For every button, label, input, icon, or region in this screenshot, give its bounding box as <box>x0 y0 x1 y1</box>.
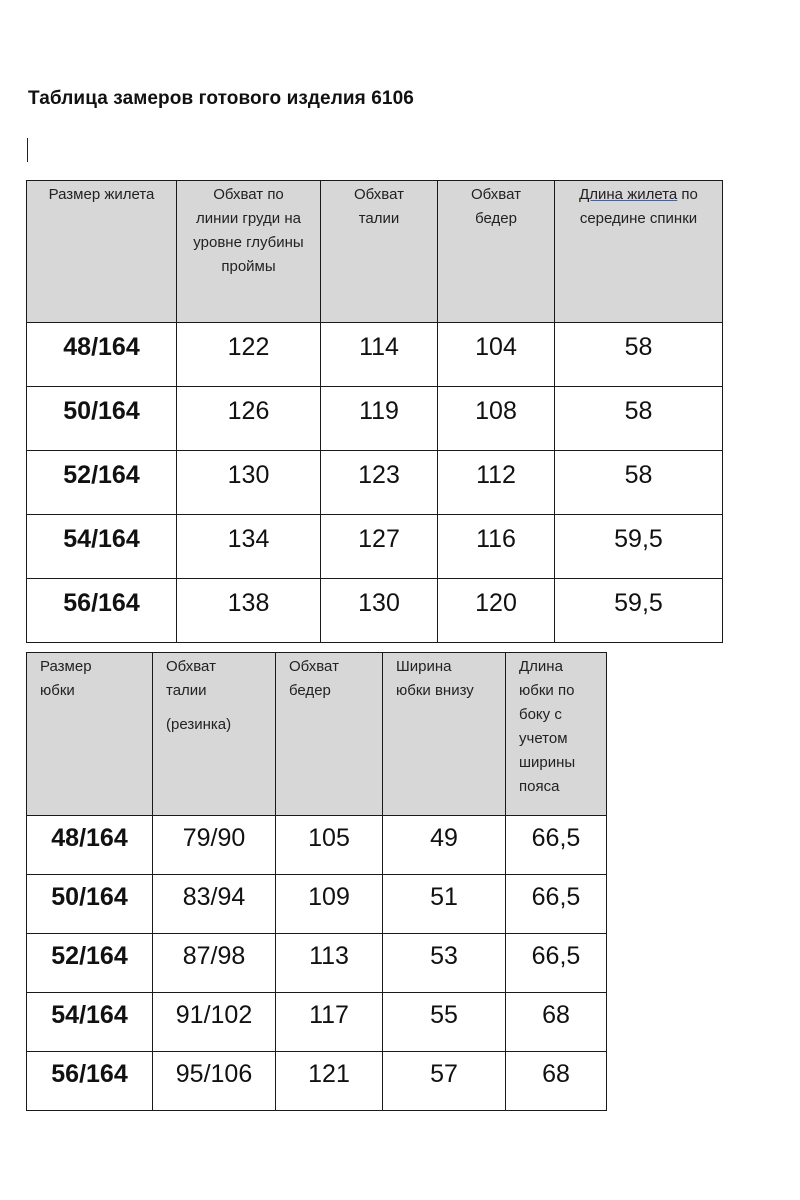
vest-chest-cell: 130 <box>177 451 321 515</box>
table-row <box>27 515 723 579</box>
vest-hips-cell: 104 <box>438 323 555 387</box>
skirt-header-hips: Обхват бедер <box>276 653 383 816</box>
skirt-waist-cell: 95/106 <box>153 1052 276 1111</box>
skirt-header-hem-width: Ширина юбки внизу <box>383 653 506 816</box>
skirt-hips-cell: 105 <box>276 816 383 875</box>
page-title: Таблица замеров готового изделия 6106 <box>28 88 414 109</box>
vest-header-length-underlined: Длина жилета <box>579 186 678 203</box>
vest-chest-cell: 122 <box>177 323 321 387</box>
vest-hips-cell: 116 <box>438 515 555 579</box>
skirt-length-cell: 66,5 <box>506 934 607 993</box>
vest-waist-cell: 123 <box>321 451 438 515</box>
skirt-hem-width-cell: 53 <box>383 934 506 993</box>
vest-length-cell: 58 <box>555 451 723 515</box>
vest-header-size: Размер жилета <box>27 181 177 323</box>
skirt-hem-width-cell: 49 <box>383 816 506 875</box>
vest-waist-cell: 114 <box>321 323 438 387</box>
vest-size-cell: 54/164 <box>27 515 177 579</box>
vest-length-cell: 58 <box>555 387 723 451</box>
skirt-hips-cell: 109 <box>276 875 383 934</box>
vest-hips-cell: 108 <box>438 387 555 451</box>
vest-waist-cell: 119 <box>321 387 438 451</box>
text-cursor <box>27 138 28 162</box>
skirt-length-cell: 66,5 <box>506 875 607 934</box>
vest-header-length <box>555 181 723 323</box>
table-row <box>27 993 607 1052</box>
skirt-size-cell: 52/164 <box>27 934 153 993</box>
table-row <box>27 875 607 934</box>
vest-hips-cell: 112 <box>438 451 555 515</box>
vest-size-cell: 56/164 <box>27 579 177 643</box>
table-row <box>27 579 723 643</box>
skirt-length-cell: 68 <box>506 1052 607 1111</box>
vest-length-cell: 58 <box>555 323 723 387</box>
skirt-hips-cell: 113 <box>276 934 383 993</box>
skirt-header-waist <box>153 653 276 816</box>
skirt-length-cell: 68 <box>506 993 607 1052</box>
skirt-header-length: Длина юбки по боку с учетом ширины пояса <box>506 653 607 816</box>
skirt-header-waist-label: Обхват талии <box>166 658 216 699</box>
skirt-header-waist-note: (резинка) <box>166 716 232 733</box>
vest-header-length-rest: по середине спинки <box>579 186 698 227</box>
vest-size-cell: 50/164 <box>27 387 177 451</box>
vest-header-waist: Обхват талии <box>321 181 438 323</box>
skirt-measurement-table <box>26 652 607 1111</box>
vest-header-hips: Обхват бедер <box>438 181 555 323</box>
skirt-header-size: Размер юбки <box>27 653 153 816</box>
vest-waist-cell: 127 <box>321 515 438 579</box>
table-row <box>27 387 723 451</box>
vest-chest-cell: 126 <box>177 387 321 451</box>
table-row <box>27 451 723 515</box>
vest-header-row <box>27 181 723 323</box>
vest-size-cell: 52/164 <box>27 451 177 515</box>
vest-waist-cell: 130 <box>321 579 438 643</box>
vest-header-chest: Обхват по линии груди на уровне глубины проймы <box>177 181 321 323</box>
skirt-size-cell: 54/164 <box>27 993 153 1052</box>
skirt-waist-cell: 91/102 <box>153 993 276 1052</box>
skirt-hem-width-cell: 57 <box>383 1052 506 1111</box>
table-row <box>27 1052 607 1111</box>
table-row <box>27 934 607 993</box>
skirt-size-cell: 50/164 <box>27 875 153 934</box>
table-row <box>27 323 723 387</box>
vest-hips-cell: 120 <box>438 579 555 643</box>
skirt-hem-width-cell: 51 <box>383 875 506 934</box>
skirt-waist-cell: 83/94 <box>153 875 276 934</box>
vest-chest-cell: 134 <box>177 515 321 579</box>
skirt-hips-cell: 117 <box>276 993 383 1052</box>
skirt-size-cell: 56/164 <box>27 1052 153 1111</box>
skirt-hem-width-cell: 55 <box>383 993 506 1052</box>
table-row <box>27 816 607 875</box>
vest-chest-cell: 138 <box>177 579 321 643</box>
vest-length-cell: 59,5 <box>555 515 723 579</box>
vest-length-cell: 59,5 <box>555 579 723 643</box>
vest-measurement-table <box>26 180 723 643</box>
skirt-waist-cell: 79/90 <box>153 816 276 875</box>
vest-size-cell: 48/164 <box>27 323 177 387</box>
skirt-header-row <box>27 653 607 816</box>
skirt-waist-cell: 87/98 <box>153 934 276 993</box>
skirt-size-cell: 48/164 <box>27 816 153 875</box>
skirt-hips-cell: 121 <box>276 1052 383 1111</box>
skirt-length-cell: 66,5 <box>506 816 607 875</box>
